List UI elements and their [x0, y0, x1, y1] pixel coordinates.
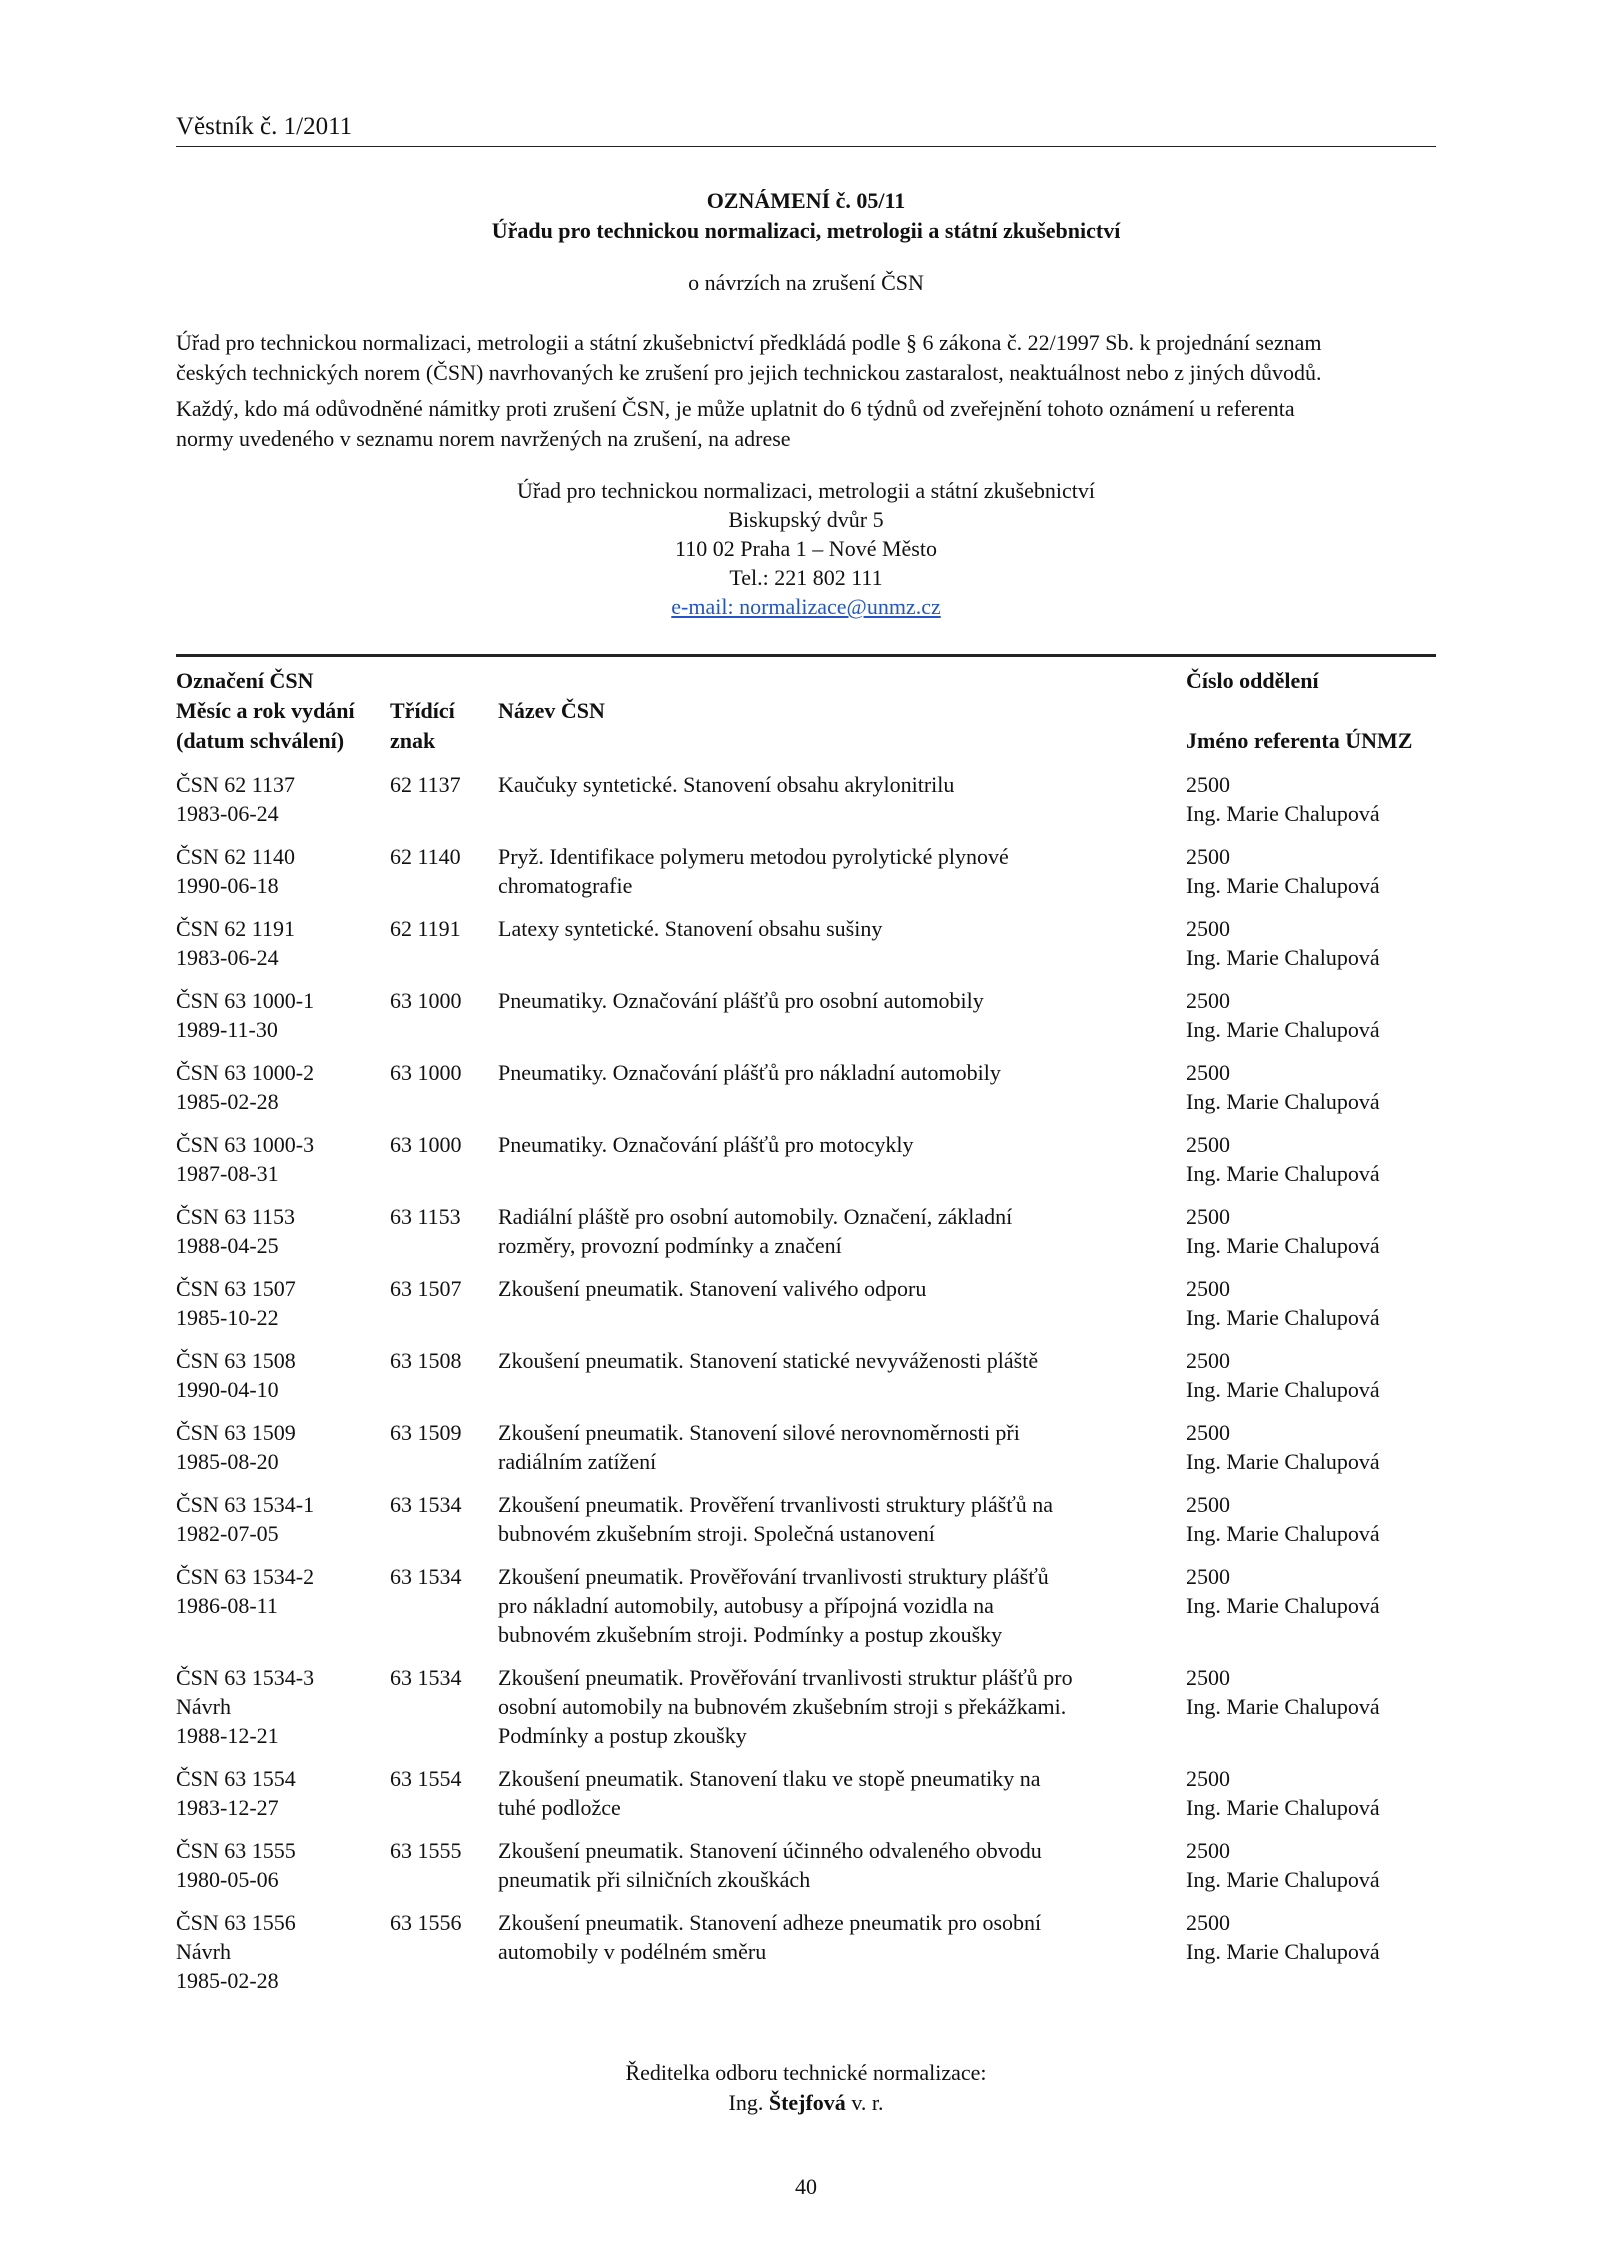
sort-code-cell	[390, 1490, 490, 1519]
standard-name-line: Zkoušení pneumatik. Prověření trvanlivosti struktury plášťů na	[498, 1492, 1054, 1517]
department-cell	[1186, 1130, 1436, 1188]
email-link[interactable]: e-mail: normalizace@unmz.cz	[671, 594, 941, 619]
header-department-number: Číslo oddělení	[1186, 668, 1319, 693]
announcement-title-block	[176, 186, 1436, 246]
designation-line: 1985-02-28	[176, 1089, 279, 1114]
header-approval-date: (datum schválení)	[176, 728, 345, 753]
sort-code-cell	[390, 1058, 490, 1087]
department-cell	[1186, 986, 1436, 1044]
designation-line: 1983-06-24	[176, 801, 279, 826]
sort-code: 63 1554	[390, 1766, 462, 1791]
sort-code: 63 1508	[390, 1348, 462, 1373]
standard-name-line: osobní automobily na bubnovém zkušebním stroji s překážkami.	[498, 1694, 1067, 1719]
designation-line: Návrh	[176, 1939, 231, 1964]
sort-code-cell	[390, 842, 490, 871]
department-cell	[1186, 1490, 1436, 1548]
signature-title: Ředitelka odboru technické normalizace:	[625, 2060, 987, 2085]
designation-cell	[176, 1663, 386, 1750]
running-header	[176, 112, 1436, 142]
paragraph-line: Úřad pro technickou normalizaci, metrologii a státní zkušebnictví předkládá podle § 6 zákona č. 22/1997 Sb. k projednání seznam	[176, 330, 1322, 355]
designation-line: Návrh	[176, 1694, 231, 1719]
designation-line: ČSN 63 1534-1	[176, 1492, 315, 1517]
designation-line: 1989-11-30	[176, 1017, 278, 1042]
department-cell	[1186, 1346, 1436, 1404]
department-cell	[1186, 1562, 1436, 1620]
designation-cell	[176, 1130, 386, 1188]
standard-name-line: Zkoušení pneumatik. Prověřování trvanlivosti struktur plášťů pro	[498, 1665, 1073, 1690]
designation-cell	[176, 1836, 386, 1894]
header-designation: Označení ČSN	[176, 668, 314, 693]
referent-name: Ing. Marie Chalupová	[1186, 1939, 1380, 1964]
referent-name: Ing. Marie Chalupová	[1186, 1521, 1380, 1546]
designation-line: ČSN 63 1534-3	[176, 1665, 315, 1690]
department-cell	[1186, 770, 1436, 828]
referent-name: Ing. Marie Chalupová	[1186, 1089, 1380, 1114]
standard-name-line: Pneumatiky. Označování plášťů pro osobní automobily	[498, 988, 984, 1013]
department-number: 2500	[1186, 1276, 1230, 1301]
designation-line: 1985-10-22	[176, 1305, 279, 1330]
designation-line: 1982-07-05	[176, 1521, 279, 1546]
address-street: Biskupský dvůr 5	[728, 507, 884, 532]
standard-name-line: Pneumatiky. Označování plášťů pro motocykly	[498, 1132, 914, 1157]
department-number: 2500	[1186, 772, 1230, 797]
standard-name-line: pro nákladní automobily, autobusy a přípojná vozidla na	[498, 1593, 994, 1618]
signature-surname: Štejfová	[768, 2090, 846, 2115]
designation-line: ČSN 63 1556	[176, 1910, 296, 1935]
standard-name-line: Zkoušení pneumatik. Stanovení adheze pneumatik pro osobní	[498, 1910, 1042, 1935]
sort-code: 63 1153	[390, 1204, 461, 1229]
announcement-title: OZNÁMENÍ č. 05/11	[706, 188, 906, 213]
designation-line: ČSN 63 1509	[176, 1420, 296, 1445]
referent-name: Ing. Marie Chalupová	[1186, 1593, 1380, 1618]
sort-code: 63 1507	[390, 1276, 462, 1301]
designation-line: 1985-02-28	[176, 1968, 279, 1993]
sort-code-cell	[390, 1274, 490, 1303]
objection-paragraph	[176, 394, 1436, 454]
standard-name-cell	[498, 770, 1138, 799]
designation-line: 1988-04-25	[176, 1233, 279, 1258]
standard-name-line: Zkoušení pneumatik. Stanovení silové nerovnoměrnosti při	[498, 1420, 1020, 1445]
sort-code: 63 1534	[390, 1492, 462, 1517]
standard-name-line: Zkoušení pneumatik. Prověřování trvanlivosti struktury plášťů	[498, 1564, 1049, 1589]
standard-name-line: pneumatik při silničních zkouškách	[498, 1867, 811, 1892]
designation-line: ČSN 63 1554	[176, 1766, 296, 1791]
department-number: 2500	[1186, 1492, 1230, 1517]
sort-code-cell	[390, 986, 490, 1015]
paragraph-line: Každý, kdo má odůvodněné námitky proti zrušení ČSN, je může uplatnit do 6 týdnů od zveřejnění tohoto oznámení u referenta	[176, 396, 1295, 421]
designation-line: 1990-04-10	[176, 1377, 279, 1402]
designation-line: ČSN 62 1191	[176, 916, 295, 941]
designation-line: 1988-12-21	[176, 1723, 279, 1748]
sort-code: 63 1556	[390, 1910, 462, 1935]
designation-cell	[176, 1418, 386, 1476]
sort-code-cell	[390, 1346, 490, 1375]
standard-name-line: Pneumatiky. Označování plášťů pro nákladní automobily	[498, 1060, 1001, 1085]
referent-name: Ing. Marie Chalupová	[1186, 1449, 1380, 1474]
designation-line: ČSN 63 1000-2	[176, 1060, 315, 1085]
paragraph-line: normy uvedeného v seznamu norem navržených na zrušení, na adrese	[176, 426, 791, 451]
standard-name-cell	[498, 1202, 1138, 1260]
referent-name: Ing. Marie Chalupová	[1186, 1161, 1380, 1186]
designation-line: ČSN 63 1000-3	[176, 1132, 315, 1157]
header-sort-code: Třídící	[390, 698, 455, 723]
address-office: Úřad pro technickou normalizaci, metrologii a státní zkušebnictví	[517, 478, 1095, 503]
standard-name-line: Zkoušení pneumatik. Stanovení valivého odporu	[498, 1276, 927, 1301]
standard-name-line: Radiální pláště pro osobní automobily. Označení, základní	[498, 1204, 1013, 1229]
department-cell	[1186, 842, 1436, 900]
standard-name-cell	[498, 1490, 1138, 1548]
table-top-rule	[176, 654, 1436, 657]
department-number: 2500	[1186, 1348, 1230, 1373]
header-referent-name: Jméno referenta ÚNMZ	[1186, 728, 1413, 753]
department-cell	[1186, 1418, 1436, 1476]
standard-name-line: bubnovém zkušebním stroji. Společná ustanovení	[498, 1521, 935, 1546]
sort-code-cell	[390, 770, 490, 799]
department-cell	[1186, 1836, 1436, 1894]
department-cell	[1186, 1274, 1436, 1332]
department-number: 2500	[1186, 1132, 1230, 1157]
standard-name-line: Zkoušení pneumatik. Stanovení tlaku ve stopě pneumatiky na	[498, 1766, 1041, 1791]
department-cell	[1186, 1908, 1436, 1966]
designation-cell	[176, 1274, 386, 1332]
standard-name-cell	[498, 1908, 1138, 1966]
standard-name-line: Latexy syntetické. Stanovení obsahu sušiny	[498, 916, 883, 941]
designation-line: 1983-12-27	[176, 1795, 279, 1820]
sort-code: 63 1555	[390, 1838, 462, 1863]
sort-code-cell	[390, 1836, 490, 1865]
department-number: 2500	[1186, 844, 1230, 869]
department-cell	[1186, 1663, 1436, 1721]
standard-name-line: rozměry, provozní podmínky a značení	[498, 1233, 842, 1258]
header-divider	[176, 146, 1436, 147]
standard-name-cell	[498, 1764, 1138, 1822]
standard-name-cell	[498, 1663, 1138, 1750]
designation-cell	[176, 1202, 386, 1260]
department-cell	[1186, 914, 1436, 972]
standard-name-cell	[498, 1058, 1138, 1087]
header-issue-date: Měsíc a rok vydání	[176, 698, 355, 723]
address-city: 110 02 Praha 1 – Nové Město	[675, 536, 937, 561]
signature-block	[176, 2058, 1436, 2118]
department-number: 2500	[1186, 1420, 1230, 1445]
designation-cell	[176, 842, 386, 900]
table-header	[176, 666, 1436, 762]
referent-name: Ing. Marie Chalupová	[1186, 1377, 1380, 1402]
sort-code-cell	[390, 914, 490, 943]
designation-line: ČSN 63 1555	[176, 1838, 296, 1863]
sort-code: 63 1509	[390, 1420, 462, 1445]
designation-cell	[176, 1346, 386, 1404]
sort-code: 63 1534	[390, 1564, 462, 1589]
designation-line: 1983-06-24	[176, 945, 279, 970]
standard-name-cell	[498, 986, 1138, 1015]
signature-person	[176, 2088, 1436, 2118]
sort-code-cell	[390, 1202, 490, 1231]
referent-name: Ing. Marie Chalupová	[1186, 1233, 1380, 1258]
designation-line: ČSN 63 1507	[176, 1276, 296, 1301]
designation-line: ČSN 63 1000-1	[176, 988, 315, 1013]
standard-name-line: Zkoušení pneumatik. Stanovení účinného odvaleného obvodu	[498, 1838, 1042, 1863]
standard-name-line: Pryž. Identifikace polymeru metodou pyrolytické plynové	[498, 844, 1009, 869]
sort-code-cell	[390, 1130, 490, 1159]
designation-cell	[176, 770, 386, 828]
department-cell	[1186, 1058, 1436, 1116]
designation-line: ČSN 62 1137	[176, 772, 295, 797]
sort-code: 62 1191	[390, 916, 461, 941]
sort-code-cell	[390, 1562, 490, 1591]
standard-name-cell	[498, 1836, 1138, 1894]
department-number: 2500	[1186, 988, 1230, 1013]
sort-code: 63 1000	[390, 1060, 462, 1085]
designation-cell	[176, 1058, 386, 1116]
journal-title: Věstník č. 1/2011	[176, 113, 353, 140]
sort-code: 62 1137	[390, 772, 461, 797]
sort-code: 63 1534	[390, 1665, 462, 1690]
referent-name: Ing. Marie Chalupová	[1186, 873, 1380, 898]
designation-line: 1986-08-11	[176, 1593, 278, 1618]
designation-cell	[176, 1562, 386, 1620]
department-number: 2500	[1186, 1766, 1230, 1791]
page-number: 40	[795, 2174, 817, 2199]
sort-code: 62 1140	[390, 844, 461, 869]
designation-line: ČSN 63 1508	[176, 1348, 296, 1373]
designation-cell	[176, 986, 386, 1044]
standard-name-cell	[498, 914, 1138, 943]
department-number: 2500	[1186, 1204, 1230, 1229]
department-number: 2500	[1186, 1564, 1230, 1589]
referent-name: Ing. Marie Chalupová	[1186, 801, 1380, 826]
referent-name: Ing. Marie Chalupová	[1186, 1305, 1380, 1330]
department-cell	[1186, 1764, 1436, 1822]
standard-name-line: Kaučuky syntetické. Stanovení obsahu akrylonitrilu	[498, 772, 955, 797]
department-number: 2500	[1186, 1838, 1230, 1863]
referent-name: Ing. Marie Chalupová	[1186, 1867, 1380, 1892]
header-standard-name: Název ČSN	[498, 698, 605, 723]
designation-line: 1987-08-31	[176, 1161, 279, 1186]
referent-name: Ing. Marie Chalupová	[1186, 1017, 1380, 1042]
standard-name-line: radiálním zatížení	[498, 1449, 657, 1474]
standard-name-cell	[498, 1562, 1138, 1649]
standard-name-line: Zkoušení pneumatik. Stanovení statické nevyváženosti pláště	[498, 1348, 1039, 1373]
designation-line: ČSN 63 1153	[176, 1204, 295, 1229]
designation-line: ČSN 63 1534-2	[176, 1564, 315, 1589]
sort-code-cell	[390, 1663, 490, 1692]
designation-line: ČSN 62 1140	[176, 844, 295, 869]
designation-cell	[176, 1764, 386, 1822]
sort-code: 63 1000	[390, 988, 462, 1013]
department-number: 2500	[1186, 916, 1230, 941]
standard-name-line: tuhé podložce	[498, 1795, 621, 1820]
standard-name-line: bubnovém zkušebním stroji. Podmínky a postup zkoušky	[498, 1622, 1003, 1647]
announcement-issuer: Úřadu pro technickou normalizaci, metrologii a státní zkušebnictví	[491, 218, 1121, 243]
referent-name: Ing. Marie Chalupová	[1186, 945, 1380, 970]
standard-name-cell	[498, 1130, 1138, 1159]
header-sort-code-sign: znak	[390, 728, 436, 753]
sort-code-cell	[390, 1764, 490, 1793]
sort-code-cell	[390, 1908, 490, 1937]
standard-name-line: automobily v podélném směru	[498, 1939, 767, 1964]
designation-cell	[176, 1908, 386, 1995]
sort-code: 63 1000	[390, 1132, 462, 1157]
designation-line: 1985-08-20	[176, 1449, 279, 1474]
standard-name-line: Podmínky a postup zkoušky	[498, 1723, 747, 1748]
designation-cell	[176, 914, 386, 972]
office-address	[176, 476, 1436, 621]
address-phone: Tel.: 221 802 111	[729, 565, 883, 590]
designation-line: 1990-06-18	[176, 873, 279, 898]
paragraph-line: českých technických norem (ČSN) navrhovaných ke zrušení pro jejich technickou zastaralost, neaktuálnost nebo z jiných důvodů.	[176, 360, 1322, 385]
designation-line: 1980-05-06	[176, 1867, 279, 1892]
referent-name: Ing. Marie Chalupová	[1186, 1795, 1380, 1820]
standard-name-line: chromatografie	[498, 873, 633, 898]
intro-paragraph	[176, 328, 1436, 388]
department-number: 2500	[1186, 1910, 1230, 1935]
standard-name-cell	[498, 1418, 1138, 1476]
designation-cell	[176, 1490, 386, 1548]
standard-name-cell	[498, 1346, 1138, 1375]
department-cell	[1186, 1202, 1436, 1260]
signature-prefix: Ing.	[728, 2090, 769, 2115]
sort-code-cell	[390, 1418, 490, 1447]
referent-name: Ing. Marie Chalupová	[1186, 1694, 1380, 1719]
department-number: 2500	[1186, 1665, 1230, 1690]
standard-name-cell	[498, 1274, 1138, 1303]
department-number: 2500	[1186, 1060, 1230, 1085]
standard-name-cell	[498, 842, 1138, 900]
signature-suffix: v. r.	[845, 2090, 884, 2115]
announcement-subject: o návrzích na zrušení ČSN	[688, 270, 924, 295]
